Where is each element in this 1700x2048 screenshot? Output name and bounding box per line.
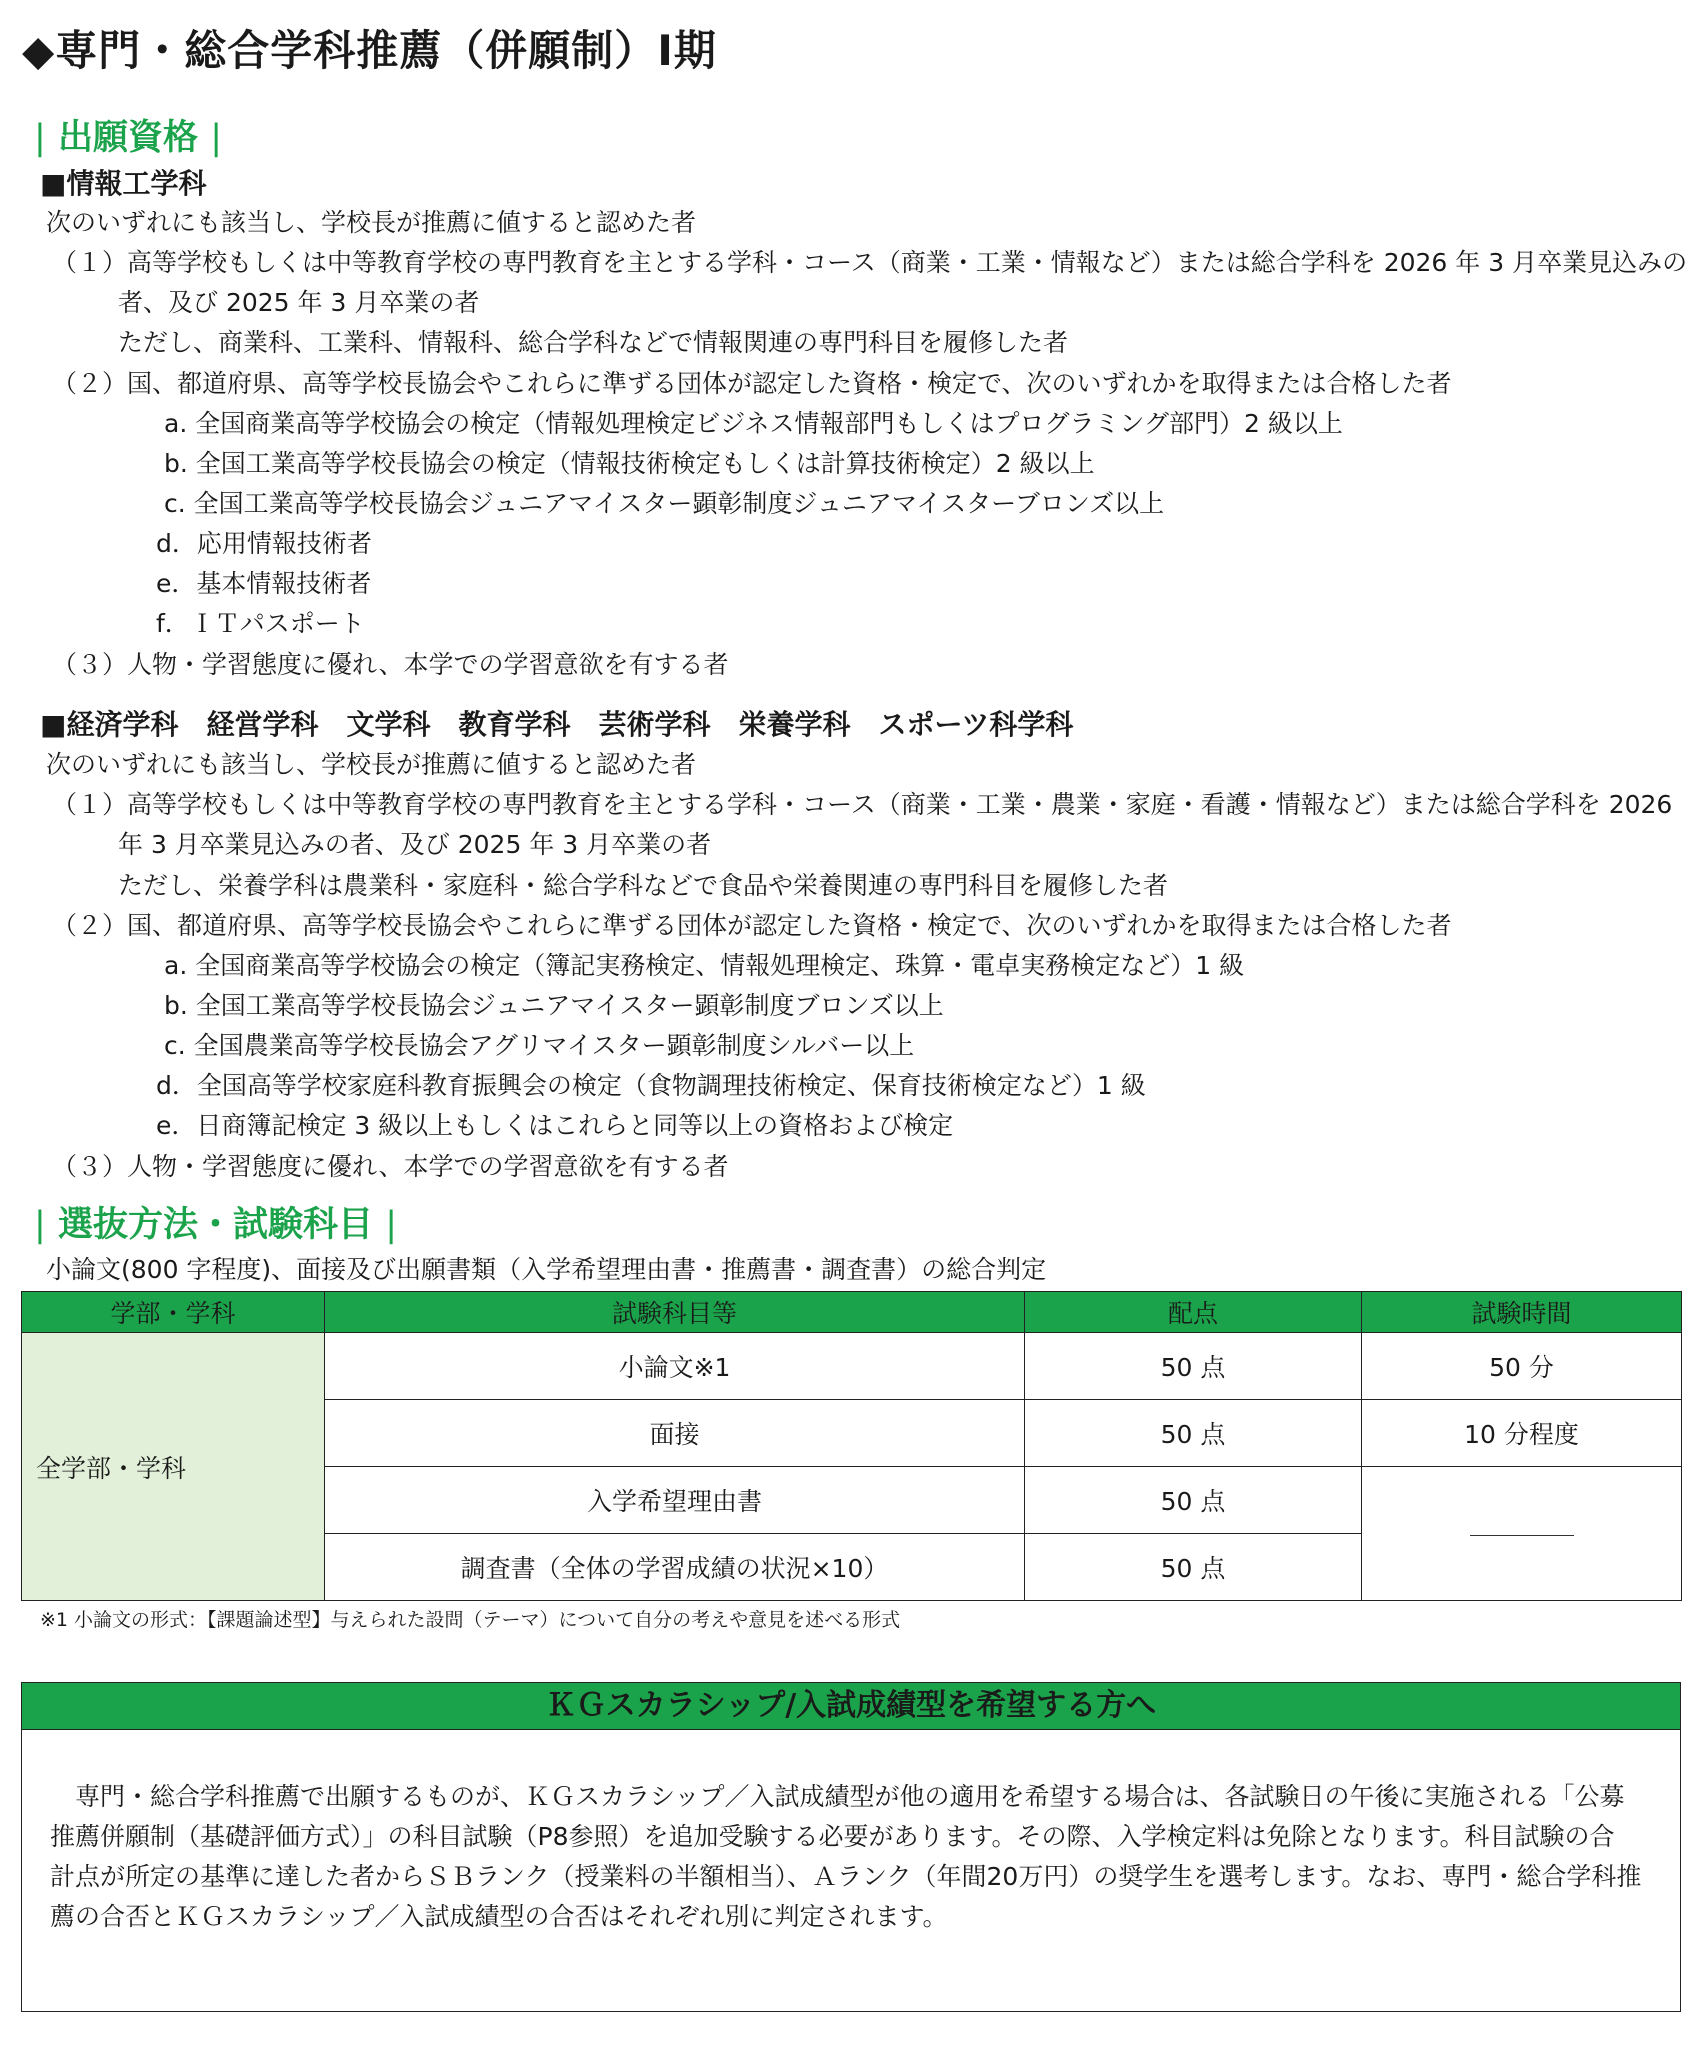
selection-summary: 小論文(800 字程度)、面接及び出願書類（入学希望理由書・推薦書・調査書）の総合判定 — [46, 1255, 1047, 1284]
cell-subject: 小論文※1 — [325, 1333, 1025, 1400]
cell-points: 50 点 — [1025, 1333, 1362, 1400]
other-dept-sub-item: b. 全国工業高等学校長協会ジュニアマイスター顕彰制度ブロンズ以上 — [164, 991, 944, 1020]
info-dept-sub-item: f．ＩＴパスポート — [156, 609, 365, 638]
info-dept-sub-item: b. 全国工業高等学校長協会の検定（情報技術検定もしくは計算技術検定）2 級以上 — [164, 449, 1095, 478]
info-dept-item1-line3: ただし、商業科、工業科、情報科、総合学科などで情報関連の専門科目を履修した者 — [118, 328, 1069, 357]
cell-subject: 面接 — [325, 1400, 1025, 1467]
exam-table — [21, 1291, 1682, 1601]
info-dept-sub-item: e．基本情報技術者 — [156, 569, 372, 598]
scholarship-body: 専門・総合学科推薦で出願するものが、ＫＧスカラシップ／入試成績型が他の適用を希望する場合は、各試験日の午後に実施される「公募 推薦併願制（基礎評価方式）」の科目試験（P8参照）を追加受験する必要があります。その際、入学検定料は免除となります。科目試験の合 計点が所定の基準に達した者からＳＢランク（授業料の半額相当）、Ａランク（年間20万円）の奨学生を選考します。なお、専門・総合学科推 薦の合否とＫＧスカラシップ／入試成績型の合否はそれぞれ別に判定されます。 — [50, 1782, 1642, 1931]
info-dept-item3: （３）人物・学習態度に優れ、本学での学習意欲を有する者 — [52, 650, 729, 679]
info-dept-heading: ■情報工学科 — [40, 167, 207, 200]
info-dept-item1-line2: 者、及び 2025 年 3 月卒業の者 — [118, 288, 480, 317]
table-row — [22, 1333, 1682, 1400]
other-dept-sub-item: a. 全国商業高等学校協会の検定（簿記実務検定、情報処理検定、珠算・電卓実務検定など）1 級 — [164, 951, 1245, 980]
scholarship-title: ＫＧスカラシップ/入試成績型を希望する方へ — [22, 1683, 1680, 1730]
selection-heading: | 選抜方法・試験科目 | — [34, 1205, 397, 1245]
header-subject: 試験科目等 — [325, 1292, 1025, 1333]
info-dept-sub-item: a. 全国商業高等学校協会の検定（情報処理検定ビジネス情報部門もしくはプログラミング部門）2 級以上 — [164, 409, 1343, 438]
cell-points: 50 点 — [1025, 1400, 1362, 1467]
header-dept: 学部・学科 — [22, 1292, 325, 1333]
cell-points: 50 点 — [1025, 1534, 1362, 1601]
row-header-all-depts: 全学部・学科 — [22, 1333, 325, 1601]
cell-subject: 調査書（全体の学習成績の状況×10） — [325, 1534, 1025, 1601]
header-points: 配点 — [1025, 1292, 1362, 1333]
qualification-heading: | 出願資格 | — [34, 118, 222, 158]
other-dept-sub-item: d．全国高等学校家庭科教育振興会の検定（食物調理技術検定、保育技術検定など）1 級 — [156, 1071, 1146, 1100]
cell-subject: 入学希望理由書 — [325, 1467, 1025, 1534]
cell-time: 50 分 — [1362, 1333, 1682, 1400]
table-footnote: ※1 小論文の形式：【課題論述型】与えられた設問（テーマ）について自分の考えや意見を述べる形式 — [40, 1609, 901, 1631]
cell-time: 10 分程度 — [1362, 1400, 1682, 1467]
info-dept-item2: （２）国、都道府県、高等学校長協会やこれらに準ずる団体が認定した資格・検定で、次のいずれかを取得または合格した者 — [52, 369, 1452, 398]
other-dept-item1-line3: ただし、栄養学科は農業科・家庭科・総合学科などで食品や栄養関連の専門科目を履修した者 — [118, 871, 1169, 900]
other-dept-sub-item: e．日商簿記検定 3 級以上もしくはこれらと同等以上の資格および検定 — [156, 1111, 954, 1140]
cell-time-not-applicable — [1362, 1467, 1682, 1601]
other-dept-item1-line2: 年 3 月卒業見込みの者、及び 2025 年 3 月卒業の者 — [118, 830, 712, 859]
other-dept-item2: （２）国、都道府県、高等学校長協会やこれらに準ずる団体が認定した資格・検定で、次のいずれかを取得または合格した者 — [52, 911, 1452, 940]
dash-line — [1470, 1535, 1574, 1536]
table-header-row — [22, 1292, 1682, 1333]
info-dept-sub-item: d．応用情報技術者 — [156, 529, 372, 558]
info-dept-sub-item: c. 全国工業高等学校長協会ジュニアマイスター顕彰制度ジュニアマイスターブロンズ以上 — [164, 489, 1165, 518]
other-dept-item3: （３）人物・学習態度に優れ、本学での学習意欲を有する者 — [52, 1152, 729, 1181]
cell-points: 50 点 — [1025, 1467, 1362, 1534]
other-dept-intro: 次のいずれにも該当し、学校長が推薦に値すると認めた者 — [46, 750, 697, 779]
other-dept-heading: ■経済学科 経営学科 文学科 教育学科 芸術学科 栄養学科 スポーツ科学科 — [40, 708, 1074, 741]
info-dept-item1-line1: （１）高等学校もしくは中等教育学校の専門教育を主とする学科・コース（商業・工業・情報など）または総合学科を 2026 年 3 月卒業見込みの — [52, 248, 1688, 277]
other-dept-item1-line1: （１）高等学校もしくは中等教育学校の専門教育を主とする学科・コース（商業・工業・農業・家庭・看護・情報など）または総合学科を 2026 — [52, 790, 1673, 819]
page-title: ◆専門・総合学科推薦（併願制）Ⅰ期 — [22, 26, 717, 75]
header-time: 試験時間 — [1362, 1292, 1682, 1333]
info-dept-intro: 次のいずれにも該当し、学校長が推薦に値すると認めた者 — [46, 208, 697, 237]
scholarship-box — [21, 1682, 1681, 2012]
other-dept-sub-item: c. 全国農業高等学校長協会アグリマイスター顕彰制度シルバー以上 — [164, 1031, 915, 1060]
